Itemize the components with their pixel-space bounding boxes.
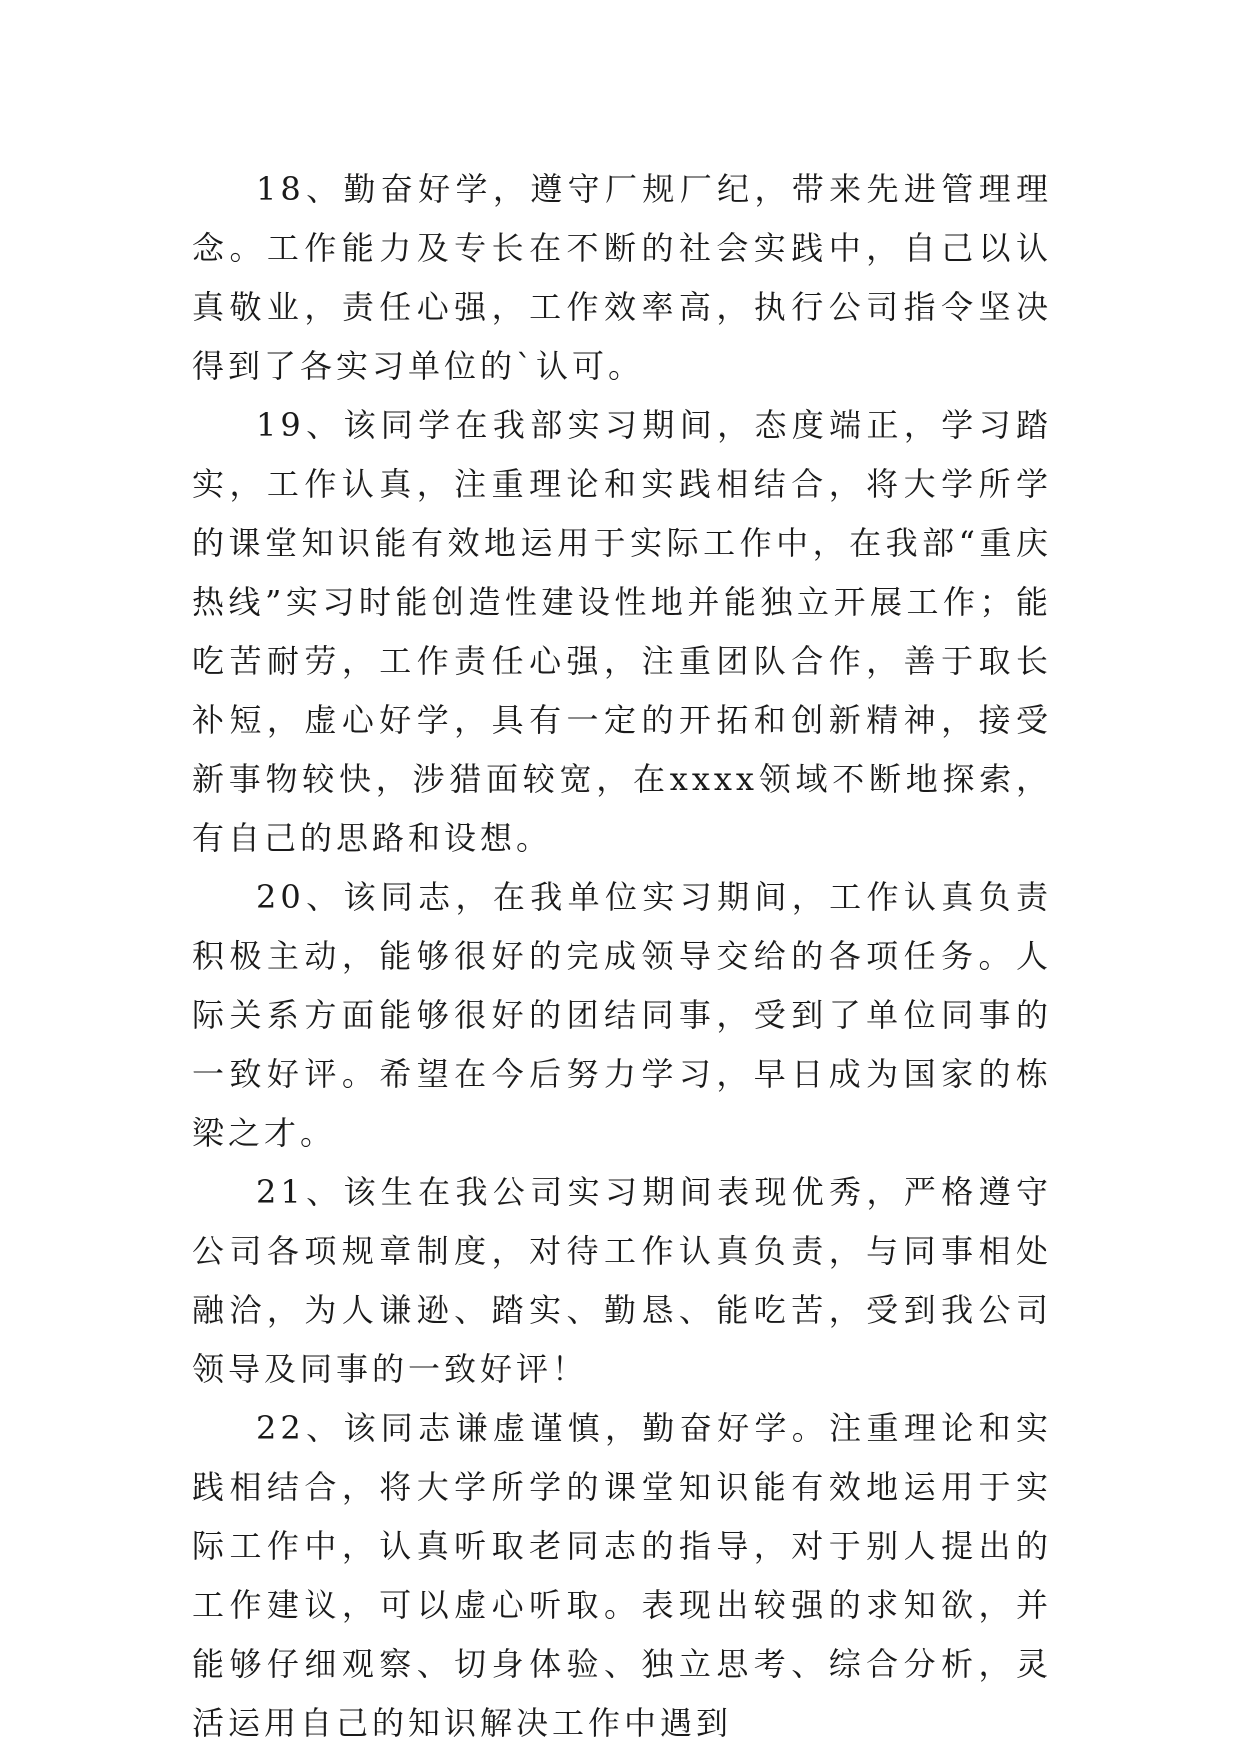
paragraph-19: 19、该同学在我部实习期间，态度端正，学习踏实，工作认真，注重理论和实践相结合，将大学所学的课堂知识能有效地运用于实际工作中，在我部“重庆热线”实习时能创造性建设性地并能独立开展工作；能吃苦耐劳，工作责任心强，注重团队合作，善于取长补短，虚心好学，具有一定的开拓和创新精神，接受新事物较快，涉猎面较宽，在xxxx领域不断地探索，有自己的思路和设想。 [192,406,1052,857]
paragraph-18: 18、勤奋好学，遵守厂规厂纪，带来先进管理理念。工作能力及专长在不断的社会实践中，自己以认真敬业，责任心强，工作效率高，执行公司指令坚决得到了各实习单位的`认可。 [192,170,1052,385]
paragraph-21: 21、该生在我公司实习期间表现优秀，严格遵守公司各项规章制度，对待工作认真负责，与同事相处融洽，为人谦逊、踏实、勤恳、能吃苦，受到我公司领导及同事的一致好评！ [192,1173,1052,1388]
paragraph-20: 20、该同志，在我单位实习期间，工作认真负责积极主动，能够很好的完成领导交给的各项任务。人际关系方面能够很好的团结同事，受到了单位同事的一致好评。希望在今后努力学习，早日成为国家的栋梁之才。 [192,878,1052,1152]
document-body [192,160,1052,1753]
paragraph-22: 22、该同志谦虚谨慎，勤奋好学。注重理论和实践相结合，将大学所学的课堂知识能有效地运用于实际工作中，认真听取老同志的指导，对于别人提出的工作建议，可以虚心听取。表现出较强的求知欲，并能够仔细观察、切身体验、独立思考、综合分析，灵活运用自己的知识解决工作中遇到 [192,1409,1052,1742]
